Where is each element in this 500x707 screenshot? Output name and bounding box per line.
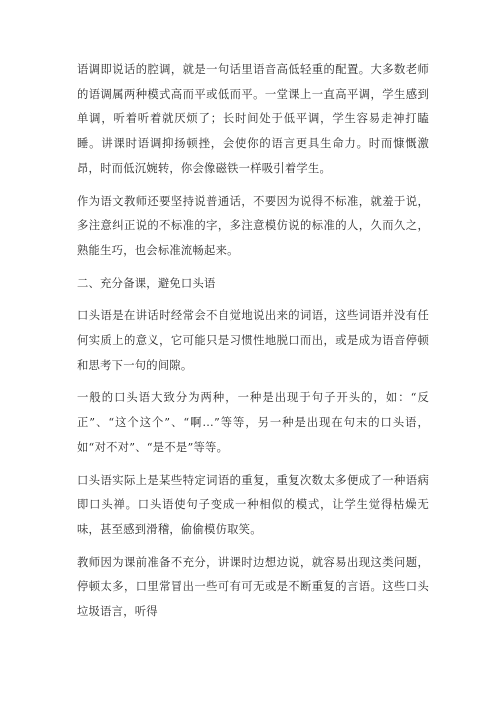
paragraph-intonation: 语调即说话的腔调，就是一句话里语音高低轻重的配置。大多数老师的语调属两种模式高而平或低而平。一堂课上一直高平调，学生感到单调，听着听着就厌烦了；长时间处于低平调，学生容易走神打瞌睡。讲课时语调抑扬顿挫，会使你的语言更具生命力。时而慷慨激昂，时而低沉婉转，你会像磁铁一样吸引着学生。 xyxy=(77,63,429,175)
paragraph-mandarin: 作为语文教师还要坚持说普通话，不要因为说得不标准，就羞于说，多注意纠正说的不标准的字，多注意模仿说的标准的人，久而久之，熟能生巧，也会标准流畅起来。 xyxy=(77,194,429,257)
paragraph-definition: 口头语是在讲话时经常会不自觉地说出来的词语，这些词语并没有任何实质上的意义，它可能只是习惯性地脱口而出，或是成为语音停顿和思考下一句的间隙。 xyxy=(77,309,429,372)
document-body xyxy=(77,58,429,633)
paragraph-types: 一般的口头语大致分为两种，一种是出现于句子开头的，如：“反正”、“这个这个”、“啊…”等等，另一种是出现在句末的口头语，如“对不对”、“是不是”等等。 xyxy=(77,391,429,454)
paragraph-causes: 教师因为课前准备不充分，讲课时边想边说，就容易出现这类问题，停顿太多，口里常冒出一些可有可无或是不断重复的言语。这些口头垃圾语言，听得 xyxy=(77,555,429,619)
paragraph-effects: 口头语实际上是某些特定词语的重复，重复次数太多便成了一种语病即口头禅。口头语使句子变成一种相似的模式，让学生觉得枯燥无味，甚至感到滑稽，偷偷模仿取笑。 xyxy=(77,473,429,536)
section-heading: 二、充分备课，避免口头语 xyxy=(77,276,216,290)
